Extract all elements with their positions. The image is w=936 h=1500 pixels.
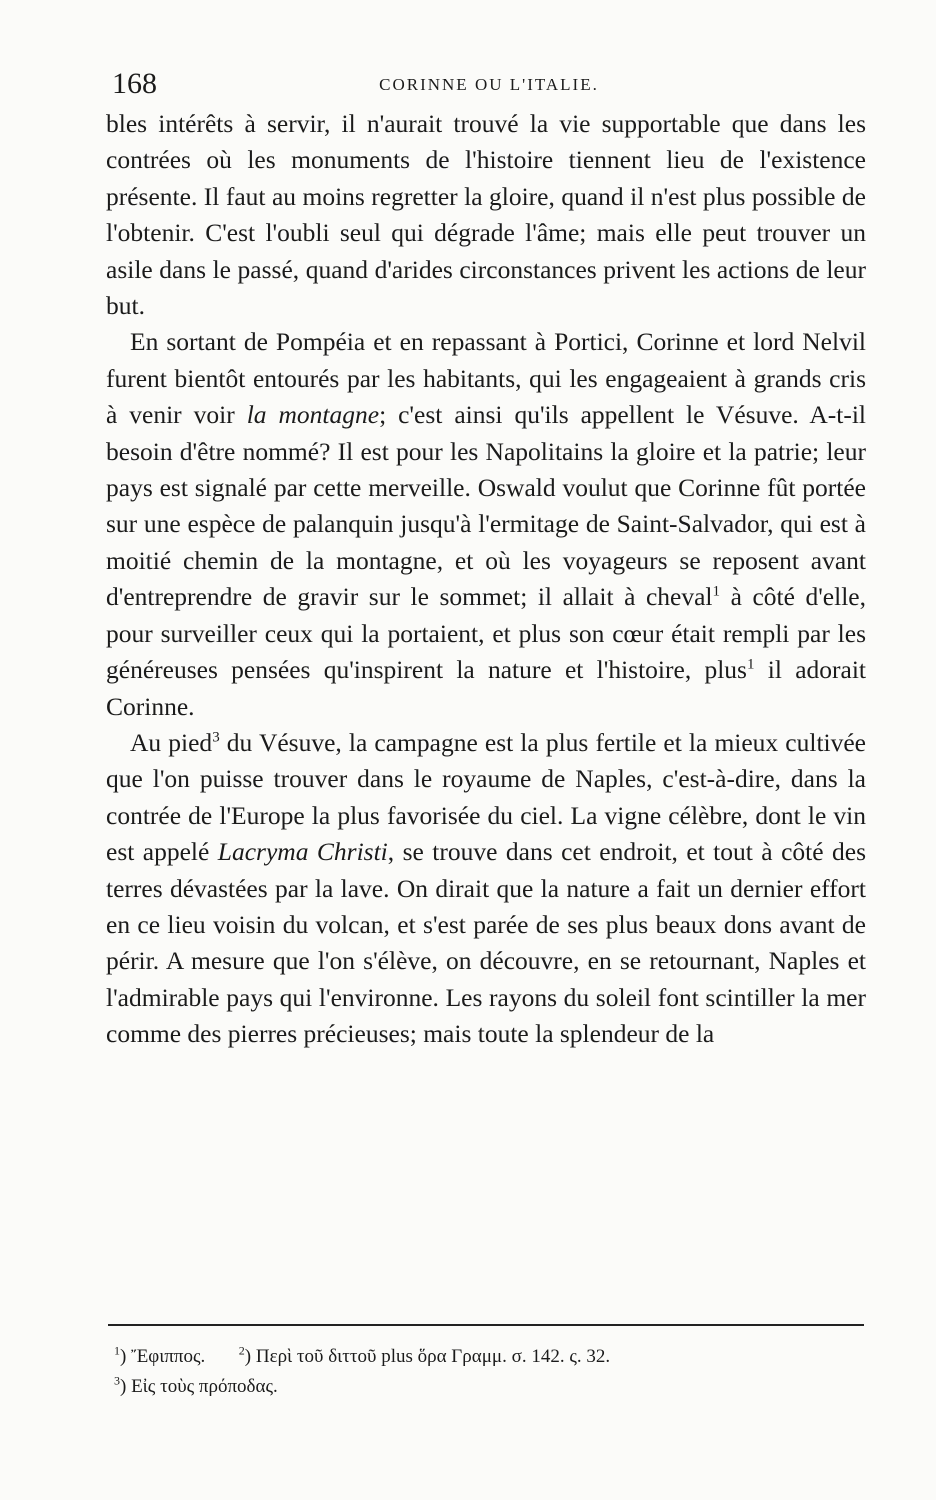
paragraph-3-text-1: Au pied — [130, 727, 213, 757]
paragraph-2-text-2: ; c'est ainsi qu'ils appellent le Vésuve. A-t-il besoin d'être nommé? Il est pour les Napolitains la gloire et la patrie; leur pays est signalé par cette merveille. Oswald voulut que Corinne fût portée sur une espèce de palanquin jusqu'à l'ermitage de Saint-Salvador, qui est à moitié chemin de la montagne, et où les voyageurs se reposent avant d'entreprendre de gravir sur le sommet; il allait à cheval — [106, 400, 866, 612]
footnote-3-marker: 3 — [114, 1373, 120, 1388]
footnote-2-marker: 2 — [238, 1343, 245, 1358]
paragraph-3-text-3: , se trouve dans cet endroit, et tout à côté des terres dévastées par la lave. On dirait que la nature a fait un dernier effort en ce lieu voisin du volcan, et s'est parée de ses plus beaux dons avant de périr. A mesure que l'on s'élève, on découvre, en se retournant, Naples et l'admirable pays qui l'environne. Les rayons du soleil font scintiller la mer comme des pierres précieuses; mais toute la splendeur de la — [106, 837, 866, 1049]
paragraph-2-text-4: il adorait Corinne. — [106, 655, 866, 721]
paragraph-2-text-3: à côté d'elle, pour surveiller ceux qui la portaient, et plus son cœur était rempli par les généreuses pensées qu'inspirent la nature et l'histoire, plus — [106, 582, 866, 685]
footnote-3-text: Εἰς τοὺς πρόποδας. — [131, 1376, 278, 1397]
paragraph-2-text-1: En sortant de Pompéia et en repassant à Portici, Corinne et lord Nelvil furent bientôt entourés par les habitants, qui les engageaient à grands cris à venir voir — [106, 327, 866, 430]
footnote-ref-2: 1 — [746, 656, 755, 673]
paragraph-3 — [106, 725, 866, 1053]
footnote-line-1: $^1$) Ἔφιππος. $^2$) Περὶ τοῦ διττοῦ plus ὅρα Γραμμ. σ. 142. ς. 32. — [114, 1343, 611, 1367]
footnote-ref-1: 1 — [712, 583, 721, 600]
paragraph-1: bles intérêts à servir, il n'aurait trouvé la vie supportable que dans les contrées où les monuments de l'histoire tiennent lieu de l'existence présente. Il faut au moins regretter la gloire, quand il n'est plus possible de l'obtenir. C'est l'oubli seul qui dégrade l'âme; mais elle peut trouver un asile dans le passé, quand d'arides circonstances privent les actions de leur but. — [106, 109, 866, 321]
footnote-line-2: $^3$) Εἰς τοὺς πρόποδας. — [114, 1373, 278, 1397]
footnote-rule — [108, 1324, 864, 1326]
footnote-1-text: Ἔφιππος. — [131, 1346, 206, 1367]
footnote-ref-3: 3 — [212, 729, 220, 746]
paragraph-2 — [106, 324, 866, 724]
page-header — [112, 66, 866, 102]
footnote-2-text: Περὶ τοῦ διττοῦ plus ὅρα Γραμμ. σ. 142. ς. 32. — [255, 1346, 611, 1367]
page-number: 168 — [112, 67, 157, 100]
footnotes — [114, 1342, 854, 1402]
paragraph-2-italic: la montagne — [246, 400, 380, 430]
paragraph-3-italic: Lacryma Christi — [217, 837, 388, 867]
body-text — [106, 106, 866, 1053]
running-title: CORINNE OU L'ITALIE. — [379, 75, 599, 94]
footnote-1-marker: 1 — [114, 1343, 120, 1358]
paragraph-3-text-2: du Vésuve, la campagne est la plus fertile et la mieux cultivée que l'on puisse trouver dans le royaume de Naples, c'est-à-dire, dans la contrée de l'Europe la plus favorisée du ciel. La vigne célèbre, dont le vin est appelé — [106, 727, 866, 867]
